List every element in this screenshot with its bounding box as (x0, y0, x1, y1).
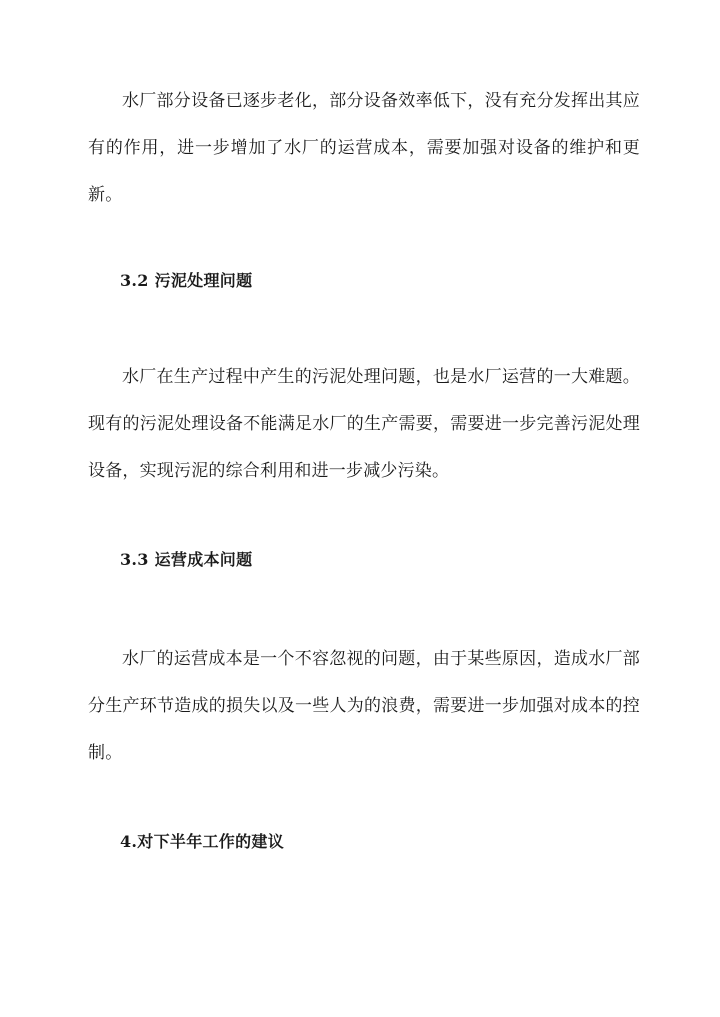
paragraph-operating-cost: 水厂的运营成本是一个不容忽视的问题，由于某些原因，造成水厂部分生产环节造成的损失以及一些人为的浪费，需要进一步加强对成本的控制。 (88, 649, 640, 763)
section-heading-sludge-treatment: 3.2 污泥处理问题 (120, 271, 253, 290)
paragraph-equipment-aging: 水厂部分设备已逐步老化，部分设备效率低下，没有充分发挥出其应有的作用，进一步增加了水厂的运营成本，需要加强对设备的维护和更新。 (88, 91, 640, 205)
paragraph-sludge-treatment: 水厂在生产过程中产生的污泥处理问题，也是水厂运营的一大难题。现有的污泥处理设备不能满足水厂的生产需要，需要进一步完善污泥处理设备，实现污泥的综合利用和进一步减少污染。 (88, 367, 640, 481)
section-heading-operating-cost: 3.3 运营成本问题 (120, 550, 253, 569)
section-heading-second-half-suggestions: 4.对下半年工作的建议 (120, 832, 285, 851)
